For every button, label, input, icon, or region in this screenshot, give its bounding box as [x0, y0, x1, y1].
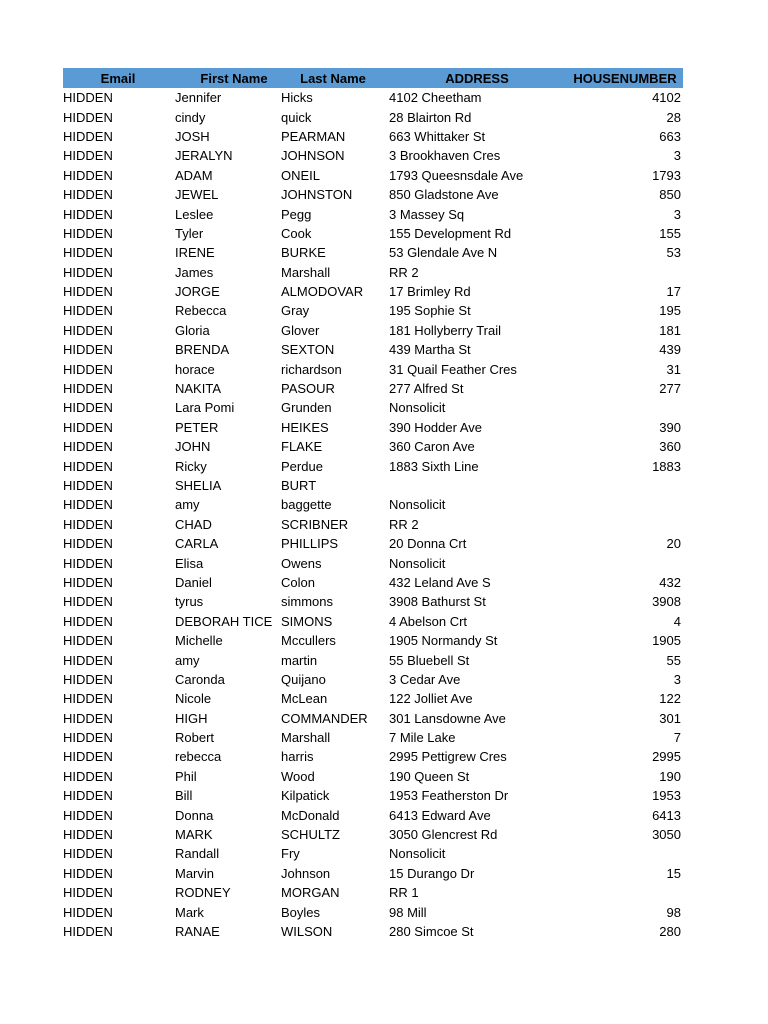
cell-first-name: Robert [175, 730, 215, 746]
cell-first-name: Ricky [175, 458, 207, 474]
cell-housenumber: 663 [659, 128, 681, 144]
cell-address: 17 Brimley Rd [389, 284, 471, 300]
cell-address: 53 Glendale Ave N [389, 245, 498, 261]
cell-address: 3 Brookhaven Cres [389, 148, 501, 164]
cell-first-name: JEWEL [175, 187, 219, 203]
cell-housenumber: 360 [659, 439, 681, 455]
table-row [63, 805, 683, 824]
cell-email: HIDDEN [63, 710, 113, 726]
cell-housenumber: 2995 [652, 749, 681, 765]
cell-housenumber: 122 [659, 691, 681, 707]
cell-last-name: Perdue [281, 458, 323, 474]
cell-housenumber: 181 [659, 322, 681, 338]
cell-email: HIDDEN [63, 381, 113, 397]
cell-housenumber: 53 [666, 245, 681, 261]
cell-last-name: baggette [281, 497, 332, 513]
cell-address: 6413 Edward Ave [389, 807, 491, 823]
table-row [63, 359, 683, 378]
cell-email: HIDDEN [63, 671, 113, 687]
cell-last-name: WILSON [281, 923, 333, 939]
cell-address: 3 Massey Sq [389, 206, 465, 222]
cell-housenumber: 3908 [652, 594, 681, 610]
cell-email: HIDDEN [63, 342, 113, 358]
cell-address: 3908 Bathurst St [389, 594, 486, 610]
table-row [63, 107, 683, 126]
cell-housenumber: 301 [659, 710, 681, 726]
cell-first-name: Leslee [175, 206, 214, 222]
cell-housenumber: 17 [666, 284, 681, 300]
cell-last-name: Colon [281, 574, 315, 590]
cell-address: 1883 Sixth Line [389, 458, 479, 474]
cell-last-name: PASOUR [281, 381, 335, 397]
cell-housenumber: 31 [666, 361, 681, 377]
cell-last-name: McDonald [281, 807, 340, 823]
table-row [63, 728, 683, 747]
cell-housenumber: 55 [666, 652, 681, 668]
cell-last-name: Wood [281, 768, 315, 784]
cell-email: HIDDEN [63, 458, 113, 474]
table-row [63, 204, 683, 223]
cell-email: HIDDEN [63, 594, 113, 610]
cell-last-name: SCRIBNER [281, 516, 349, 532]
cell-first-name: Lara Pomi [175, 400, 235, 416]
cell-first-name: rebecca [175, 749, 222, 765]
cell-housenumber: 190 [659, 768, 681, 784]
cell-address: 850 Gladstone Ave [389, 187, 499, 203]
cell-housenumber: 280 [659, 923, 681, 939]
cell-last-name: Gray [281, 303, 310, 319]
cell-first-name: Nicole [175, 691, 212, 707]
cell-housenumber: 7 [673, 730, 681, 746]
cell-housenumber: 4 [673, 613, 681, 629]
cell-email: HIDDEN [63, 400, 113, 416]
table-row [63, 263, 683, 282]
cell-email: HIDDEN [63, 128, 113, 144]
cell-first-name: Tyler [175, 225, 204, 241]
cell-last-name: Marshall [281, 264, 331, 280]
cell-housenumber: 98 [666, 904, 681, 920]
cell-housenumber: 850 [659, 187, 681, 203]
header-first-name: First Name [200, 70, 268, 86]
cell-address: 4102 Cheetham [389, 90, 482, 106]
cell-first-name: Rebecca [175, 303, 227, 319]
cell-address: 360 Caron Ave [389, 439, 475, 455]
table-row [63, 301, 683, 320]
table-row [63, 127, 683, 146]
cell-email: HIDDEN [63, 245, 113, 261]
cell-address: 3 Cedar Ave [389, 671, 461, 687]
cell-first-name: CARLA [175, 536, 219, 552]
cell-email: HIDDEN [63, 264, 113, 280]
cell-address: 55 Bluebell St [389, 652, 470, 668]
cell-address: 190 Queen St [389, 768, 470, 784]
table-row [63, 592, 683, 611]
cell-first-name: MARK [175, 827, 213, 843]
cell-address: Nonsolicit [389, 846, 446, 862]
table-row [63, 340, 683, 359]
cell-housenumber: 28 [666, 109, 681, 125]
table-row [63, 243, 683, 262]
cell-email: HIDDEN [63, 109, 113, 125]
cell-first-name: cindy [175, 109, 206, 125]
cell-last-name: JOHNSTON [281, 187, 353, 203]
cell-email: HIDDEN [63, 148, 113, 164]
cell-email: HIDDEN [63, 574, 113, 590]
table-row [63, 844, 683, 863]
cell-address: 7 Mile Lake [389, 730, 456, 746]
cell-address: 280 Simcoe St [389, 923, 474, 939]
cell-address: 155 Development Rd [389, 225, 512, 241]
cell-email: HIDDEN [63, 846, 113, 862]
cell-email: HIDDEN [63, 904, 113, 920]
cell-last-name: martin [281, 652, 318, 668]
cell-housenumber: 20 [666, 536, 681, 552]
cell-address: 277 Alfred St [389, 381, 464, 397]
cell-last-name: COMMANDER [281, 710, 368, 726]
cell-address: 390 Hodder Ave [389, 419, 482, 435]
spreadsheet-table [63, 68, 683, 941]
table-row [63, 864, 683, 883]
table-row [63, 88, 683, 107]
cell-last-name: quick [281, 109, 312, 125]
cell-first-name: RODNEY [175, 885, 231, 901]
cell-first-name: Randall [175, 846, 220, 862]
cell-last-name: McLean [281, 691, 328, 707]
cell-address: 663 Whittaker St [389, 128, 486, 144]
header-address: ADDRESS [445, 70, 509, 86]
cell-email: HIDDEN [63, 885, 113, 901]
table-row [63, 747, 683, 766]
table-row [63, 825, 683, 844]
cell-housenumber: 432 [659, 574, 681, 590]
cell-address: 432 Leland Ave S [389, 574, 491, 590]
cell-address: 1953 Featherston Dr [389, 788, 509, 804]
cell-last-name: Fry [281, 846, 300, 862]
cell-last-name: harris [281, 749, 314, 765]
cell-email: HIDDEN [63, 439, 113, 455]
cell-last-name: richardson [281, 361, 342, 377]
cell-housenumber: 195 [659, 303, 681, 319]
cell-last-name: Johnson [281, 865, 331, 881]
cell-address: RR 2 [389, 264, 419, 280]
cell-first-name: Elisa [175, 555, 204, 571]
cell-housenumber: 3 [673, 671, 681, 687]
cell-last-name: SIMONS [281, 613, 333, 629]
cell-first-name: JERALYN [175, 148, 233, 164]
cell-last-name: FLAKE [281, 439, 323, 455]
cell-first-name: Phil [175, 768, 197, 784]
table-row [63, 224, 683, 243]
cell-email: HIDDEN [63, 730, 113, 746]
table-row [63, 612, 683, 631]
table-row [63, 883, 683, 902]
table-row [63, 553, 683, 572]
cell-address: Nonsolicit [389, 400, 446, 416]
table-row [63, 767, 683, 786]
cell-first-name: Mark [175, 904, 204, 920]
cell-first-name: Caronda [175, 671, 225, 687]
cell-first-name: amy [175, 497, 200, 513]
cell-address: 98 Mill [389, 904, 427, 920]
cell-address: 31 Quail Feather Cres [389, 361, 517, 377]
cell-address: 20 Donna Crt [389, 536, 467, 552]
cell-address: 122 Jolliet Ave [389, 691, 473, 707]
table-row [63, 631, 683, 650]
cell-housenumber: 3 [673, 206, 681, 222]
cell-email: HIDDEN [63, 419, 113, 435]
table-row [63, 515, 683, 534]
cell-email: HIDDEN [63, 225, 113, 241]
cell-email: HIDDEN [63, 652, 113, 668]
cell-last-name: Kilpatick [281, 788, 330, 804]
cell-last-name: BURT [281, 478, 317, 493]
table-row [63, 689, 683, 708]
cell-first-name: Donna [175, 807, 214, 823]
table-body [63, 88, 683, 941]
cell-last-name: SCHULTZ [281, 827, 340, 843]
cell-email: HIDDEN [63, 691, 113, 707]
cell-first-name: RANAE [175, 923, 220, 939]
cell-last-name: Glover [281, 322, 320, 338]
cell-address: 1793 Queesnsdale Ave [389, 167, 524, 183]
cell-last-name: Pegg [281, 206, 312, 222]
cell-housenumber: 155 [659, 225, 681, 241]
cell-housenumber: 277 [659, 381, 681, 397]
cell-email: HIDDEN [63, 361, 113, 377]
cell-address: 439 Martha St [389, 342, 471, 358]
cell-housenumber: 3 [673, 148, 681, 164]
cell-email: HIDDEN [63, 633, 113, 649]
table-row [63, 166, 683, 185]
cell-email: HIDDEN [63, 303, 113, 319]
table-row [63, 437, 683, 456]
table-row [63, 379, 683, 398]
cell-housenumber: 15 [666, 865, 681, 881]
cell-address: 4 Abelson Crt [389, 613, 468, 629]
cell-address: 181 Hollyberry Trail [389, 322, 501, 338]
cell-email: HIDDEN [63, 497, 113, 513]
cell-first-name: Michelle [175, 633, 223, 649]
cell-housenumber: 1953 [652, 788, 681, 804]
table-row [63, 456, 683, 475]
cell-email: HIDDEN [63, 749, 113, 765]
cell-housenumber: 6413 [652, 807, 681, 823]
cell-first-name: DEBORAH TICE [175, 613, 273, 629]
table-row [63, 902, 683, 921]
cell-last-name: SEXTON [281, 342, 335, 358]
table-row [63, 476, 683, 495]
cell-address: Nonsolicit [389, 555, 446, 571]
cell-first-name: NAKITA [175, 381, 221, 397]
cell-address: Nonsolicit [389, 497, 446, 513]
cell-first-name: horace [175, 361, 215, 377]
table-row [63, 922, 683, 941]
cell-last-name: Owens [281, 555, 322, 571]
header-email: Email [100, 70, 136, 86]
table-row [63, 185, 683, 204]
cell-last-name: Mccullers [281, 633, 336, 649]
cell-email: HIDDEN [63, 788, 113, 804]
cell-first-name: JOSH [175, 128, 210, 144]
cell-last-name: Quijano [281, 671, 326, 687]
table-row [63, 534, 683, 553]
cell-address: 3050 Glencrest Rd [389, 827, 498, 843]
cell-last-name: Boyles [281, 904, 321, 920]
cell-last-name: Grunden [281, 400, 332, 416]
cell-first-name: Marvin [175, 865, 215, 881]
cell-first-name: CHAD [175, 516, 212, 532]
cell-first-name: Daniel [175, 574, 212, 590]
table-row [63, 495, 683, 514]
cell-first-name: SHELIA [175, 478, 222, 493]
cell-first-name: HIGH [175, 710, 208, 726]
cell-address: RR 2 [389, 516, 419, 532]
cell-email: HIDDEN [63, 206, 113, 222]
cell-first-name: IRENE [175, 245, 215, 261]
cell-email: HIDDEN [63, 322, 113, 338]
cell-housenumber: 439 [659, 342, 681, 358]
cell-first-name: PETER [175, 419, 219, 435]
table-row [63, 321, 683, 340]
header-housenumber: HOUSENUMBER [573, 70, 677, 86]
table-row [63, 670, 683, 689]
cell-address: 301 Lansdowne Ave [389, 710, 506, 726]
cell-email: HIDDEN [63, 284, 113, 300]
cell-email: HIDDEN [63, 807, 113, 823]
cell-address: 2995 Pettigrew Cres [389, 749, 507, 765]
table-row [63, 146, 683, 165]
cell-address: RR 1 [389, 885, 419, 901]
cell-first-name: tyrus [175, 594, 204, 610]
cell-email: HIDDEN [63, 555, 113, 571]
cell-address: 1905 Normandy St [389, 633, 498, 649]
cell-email: HIDDEN [63, 187, 113, 203]
cell-email: HIDDEN [63, 827, 113, 843]
cell-last-name: simmons [281, 594, 334, 610]
cell-address: 28 Blairton Rd [389, 109, 472, 125]
cell-email: HIDDEN [63, 536, 113, 552]
cell-last-name: Cook [281, 225, 312, 241]
cell-first-name: Jennifer [175, 90, 222, 106]
cell-address: 15 Durango Dr [389, 865, 475, 881]
cell-first-name: Gloria [175, 322, 210, 338]
cell-first-name: JOHN [175, 439, 211, 455]
table-row [63, 650, 683, 669]
cell-email: HIDDEN [63, 516, 113, 532]
cell-email: HIDDEN [63, 613, 113, 629]
cell-email: HIDDEN [63, 90, 113, 106]
cell-first-name: Bill [175, 788, 193, 804]
table-row [63, 573, 683, 592]
cell-last-name: Marshall [281, 730, 331, 746]
cell-email: HIDDEN [63, 478, 113, 493]
cell-housenumber: 390 [659, 419, 681, 435]
cell-last-name: MORGAN [281, 885, 340, 901]
cell-last-name: JOHNSON [281, 148, 345, 164]
cell-email: HIDDEN [63, 923, 113, 939]
cell-first-name: James [175, 264, 214, 280]
cell-address: 195 Sophie St [389, 303, 471, 319]
cell-last-name: PEARMAN [281, 128, 346, 144]
cell-email: HIDDEN [63, 768, 113, 784]
table-row [63, 786, 683, 805]
cell-first-name: BRENDA [175, 342, 230, 358]
table-row [63, 709, 683, 728]
table-header-row [63, 68, 683, 88]
cell-last-name: Hicks [281, 90, 313, 106]
cell-last-name: ALMODOVAR [281, 284, 364, 300]
cell-email: HIDDEN [63, 865, 113, 881]
cell-last-name: HEIKES [281, 419, 329, 435]
cell-last-name: BURKE [281, 245, 326, 261]
cell-housenumber: 1793 [652, 167, 681, 183]
cell-first-name: JORGE [175, 284, 220, 300]
table-row [63, 398, 683, 417]
cell-first-name: amy [175, 652, 200, 668]
cell-last-name: ONEIL [281, 167, 321, 183]
header-last-name: Last Name [300, 70, 366, 86]
cell-first-name: ADAM [175, 167, 213, 183]
table-row [63, 282, 683, 301]
cell-housenumber: 1905 [652, 633, 681, 649]
cell-housenumber: 4102 [652, 90, 681, 106]
cell-email: HIDDEN [63, 167, 113, 183]
cell-housenumber: 1883 [652, 458, 681, 474]
cell-housenumber: 3050 [652, 827, 681, 843]
table-row [63, 418, 683, 437]
cell-last-name: PHILLIPS [281, 536, 339, 552]
